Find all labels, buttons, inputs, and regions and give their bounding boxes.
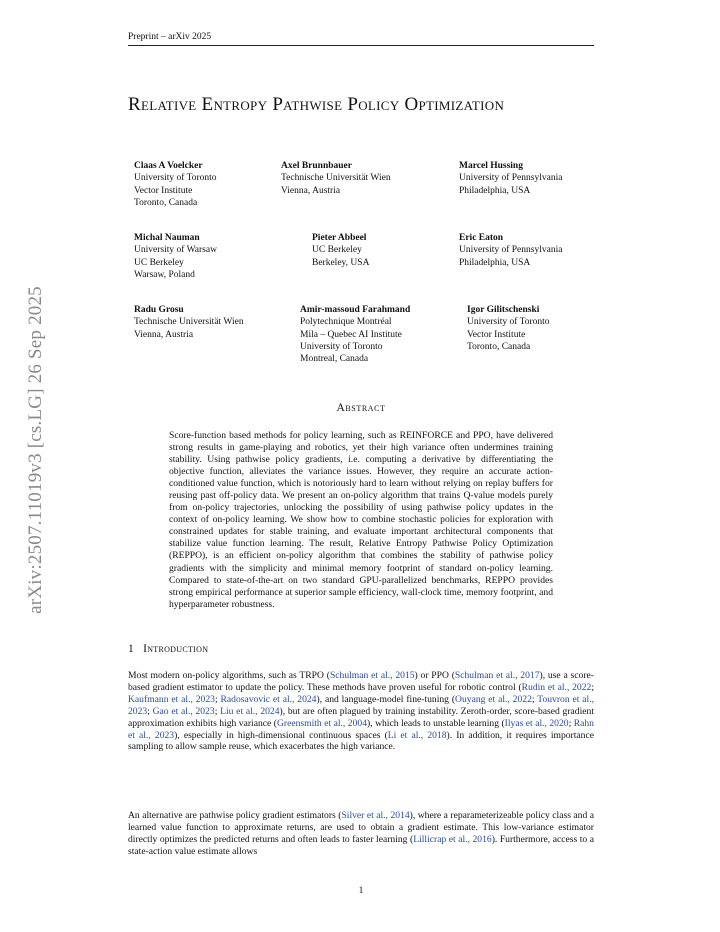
author-card <box>459 232 562 269</box>
abstract-text: Score-function based methods for policy learning, such as REINFORCE and PPO, have delivered strong results in game-playing and robotics, yet their high variance often undermines training stability. Using pathwise policy gradients, i.e. computing a derivative by differentiating the objective function, alleviates the variance issues. However, they require an accurate action-conditioned value function, which is notoriously hard to learn without relying on replay buffers for reusing past off-policy data. We present an on-policy algorithm that trains Q-value models purely from on-policy trajectories, unlocking the possibility of using pathwise policy updates in the context of on-policy learning. We show how to combine stochastic policies for exploration with constrained updates for stable training, and evaluate important architectural components that stabilize value function learning. The result, Relative Entropy Pathwise Policy Optimization (REPPO), is an efficient on-policy algorithm that combines the stability of pathwise policy gradients with the simplicity and minimal memory footprint of standard on-policy learning. Compared to state-of-the-art on two standard GPU-parallelized benchmarks, REPPO provides strong empirical performance at superior sample efficiency, wall-clock time, memory footprint, and hyperparameter robustness. <box>169 430 553 610</box>
author-card <box>134 304 244 341</box>
author-affiliation: Vienna, Austria <box>281 185 341 196</box>
author-card <box>134 160 217 209</box>
author-affiliation: University of Warsaw <box>134 245 217 256</box>
section-title: Introduction <box>143 643 209 655</box>
paper-title: Relative Entropy Pathwise Policy Optimization <box>128 94 505 115</box>
author-affiliation: Toronto, Canada <box>467 341 531 352</box>
author-name: Igor Gilitschenski <box>467 305 540 315</box>
author-affiliation: University of Pennsylvania <box>459 173 563 184</box>
author-name: Radu Grosu <box>134 305 184 315</box>
author-name: Michal Nauman <box>134 233 200 243</box>
running-head: Preprint – arXiv 2025 <box>128 32 212 42</box>
author-affiliation: Technische Universität Wien <box>134 317 244 328</box>
author-affiliation: University of Toronto <box>300 341 383 352</box>
author-name: Eric Eaton <box>459 233 504 243</box>
author-card <box>281 160 391 197</box>
author-card <box>459 160 562 197</box>
author-name: Amir-massoud Farahmand <box>300 305 411 315</box>
author-affiliation: Vector Institute <box>467 329 526 340</box>
citation-link[interactable]: Liu et al., 2024 <box>220 705 280 717</box>
author-affiliation: Polytechnique Montréal <box>300 317 392 328</box>
citation-link[interactable]: Kaufmann et al., 2023 <box>128 693 215 705</box>
author-affiliation: Montreal, Canada <box>300 354 369 365</box>
author-affiliation: UC Berkeley <box>312 245 362 256</box>
author-affiliation: Philadelphia, USA <box>459 185 531 196</box>
citation-link[interactable]: Lillicrap et al., 2016 <box>413 833 492 845</box>
citation-link[interactable]: Ilyas et al., 2020 <box>504 717 569 729</box>
citation-link[interactable]: Gao et al., 2023 <box>152 705 215 717</box>
citation-link[interactable]: Silver et al., 2014 <box>341 810 410 821</box>
author-name: Pieter Abbeel <box>312 233 367 243</box>
citation-link[interactable]: Li et al., 2018 <box>387 729 447 741</box>
section-number: 1 <box>128 643 135 655</box>
author-card <box>467 304 550 353</box>
citation-link[interactable]: Ouyang et al., 2022 <box>455 693 532 705</box>
author-affiliation: Vienna, Austria <box>134 329 194 340</box>
author-affiliation: UC Berkeley <box>134 257 184 268</box>
author-affiliation: Technische Universität Wien <box>281 173 391 184</box>
author-card <box>134 232 217 281</box>
citation-link[interactable]: Touvron et al., 2023 <box>128 693 595 717</box>
author-affiliation: Philadelphia, USA <box>459 257 531 268</box>
page-number: 1 <box>358 886 364 896</box>
author-name: Marcel Hussing <box>459 161 523 171</box>
header-rule <box>128 45 594 46</box>
citation-link[interactable]: Rudin et al., 2022 <box>521 681 592 693</box>
intro-paragraph: Most modern on-policy algorithms, such as TRPO (Schulman et al., 2015) or PPO (Schulman et al., 2017), use a score-based gradient estimator to update the policy. These methods have proven useful for robotic control (Rudin et al., 2022; Kaufmann et al., 2023; Radosavovic et al., 2024), and language-model fine-tuning (Ouyang et al., 2022; Touvron et al., 2023; Gao et al., 2023; Liu et al., 2024), but are often plagued by training instability. Zeroth-order, score-based gradient approximation exhibits high variance (Greensmith et al., 2004), which leads to unstable learning (Ilyas et al., 2020; Rahn et al., 2023), especially in high-dimensional continuous spaces (Li et al., 2018). In addition, it requires importance sampling to allow sample reuse, which exacerbates the high variance. <box>128 670 595 753</box>
author-affiliation: University of Toronto <box>467 317 550 328</box>
arxiv-side-identifier: arXiv:2507.11019v3 [cs.LG] 26 Sep 2025 <box>25 286 46 614</box>
intro-paragraph: An alternative are pathwise policy gradient estimators (Silver et al., 2014), where a reparameterizeable policy class and a learned value function to approximate returns, are used to obtain a gradient estimate. This low-variance estimator directly optimizes the predicted returns and often leads to faster learning (Lillicrap et al., 2016). Furthermore, access to a state-action value estimate allows <box>128 810 594 857</box>
citation-link[interactable]: Schulman et al., 2017 <box>454 670 540 681</box>
author-name: Axel Brunnbauer <box>281 161 352 171</box>
author-affiliation: Berkeley, USA <box>312 257 370 268</box>
author-card <box>300 304 410 365</box>
citation-link[interactable]: Radosavovic et al., 2024 <box>220 693 317 705</box>
author-affiliation: Warsaw, Poland <box>134 269 195 280</box>
section-heading <box>128 643 208 655</box>
author-name: Claas A Voelcker <box>134 161 203 171</box>
author-card <box>312 232 369 269</box>
citation-link[interactable]: Rahn et al., 2023 <box>128 717 594 741</box>
author-affiliation: University of Toronto <box>134 173 217 184</box>
citation-link[interactable]: Greensmith et al., 2004 <box>276 717 367 729</box>
author-affiliation: Vector Institute <box>134 185 193 196</box>
citation-link[interactable]: Schulman et al., 2015 <box>329 670 415 681</box>
author-affiliation: Mila – Quebec AI Institute <box>300 329 402 340</box>
author-affiliation: University of Pennsylvania <box>459 245 563 256</box>
abstract-heading: Abstract <box>336 402 386 414</box>
author-affiliation: Toronto, Canada <box>134 197 198 208</box>
